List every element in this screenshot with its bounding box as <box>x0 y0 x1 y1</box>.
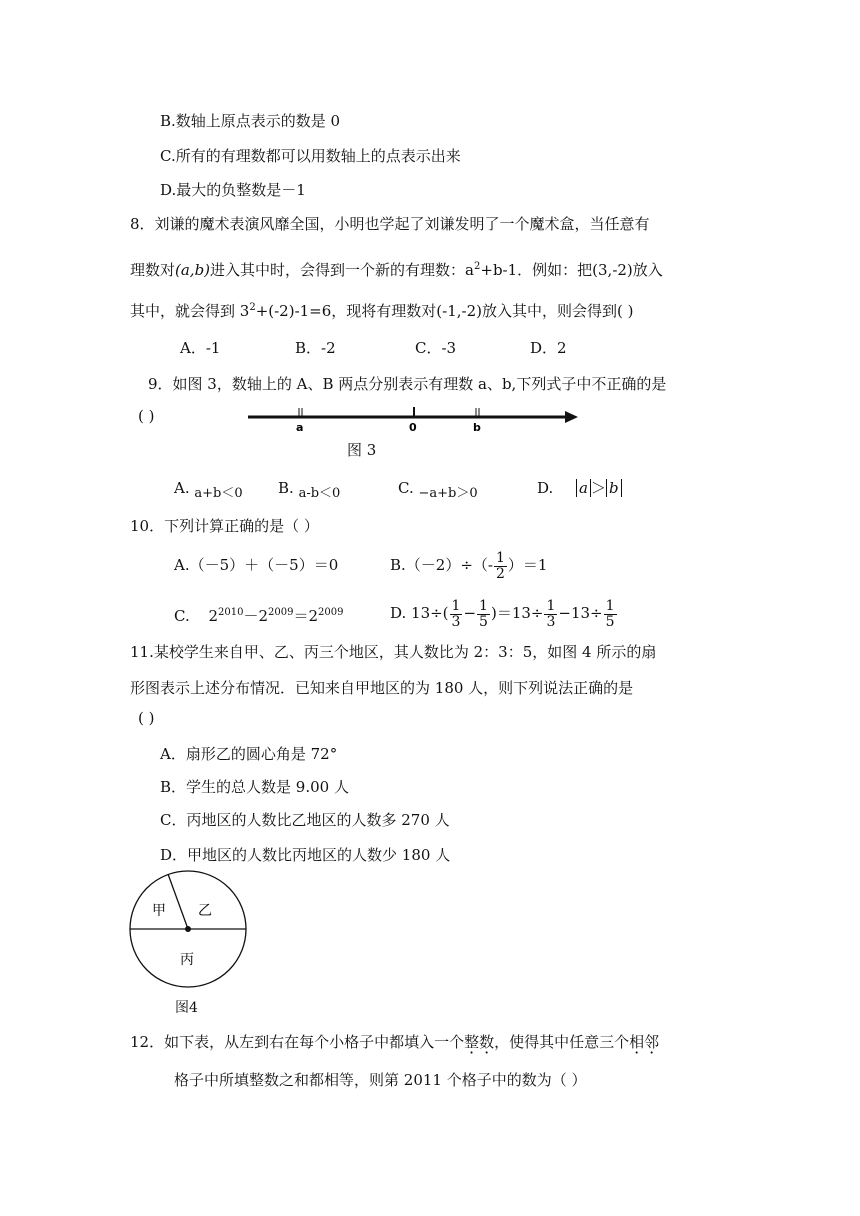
fraction <box>494 551 507 582</box>
option-text: −13÷ <box>558 604 603 622</box>
fraction <box>477 599 490 630</box>
emphasis-char: 数 <box>479 1033 495 1051</box>
option-letter: A. <box>174 479 190 497</box>
gt-sign: ＞ <box>591 479 607 497</box>
q9-line-1: 9．如图 3，数轴上的 A、B 两点分别表示有理数 a、b,下列式子中不正确的是 <box>148 375 667 393</box>
power-base: －2 <box>243 607 269 625</box>
q8-exponent: 2 <box>249 302 256 313</box>
q12-text: ，使得其中任意三个 <box>494 1033 630 1051</box>
power-exponent: 2009 <box>318 607 344 618</box>
q11-option-b: B．学生的总人数是 9.00 人 <box>160 778 349 796</box>
option-expression: a-b＜0 <box>298 486 341 501</box>
power-exponent: 2009 <box>268 607 294 618</box>
option-text: B.（－2）÷（- <box>390 556 493 574</box>
q9-option-b <box>278 478 340 500</box>
q8-text: 进入其中时，会得到一个新的有理数：a <box>210 261 474 279</box>
q12-line-1 <box>130 1032 659 1052</box>
number-line-figure <box>240 400 585 436</box>
q11-option-d: D．甲地区的人数比丙地区的人数少 180 人 <box>160 846 451 864</box>
fraction-denominator: 5 <box>605 613 615 630</box>
abs-a: a <box>576 479 591 497</box>
option-text: )＝13÷ <box>490 604 544 622</box>
emphasis-char: 邻 <box>644 1033 660 1051</box>
q10-option-a: A.（－5）＋（－5）＝0 <box>174 556 339 574</box>
pie-center-dot <box>185 926 191 932</box>
fraction <box>450 599 463 630</box>
q11-option-a: A．扇形乙的圆心角是 72° <box>160 745 338 763</box>
fraction-numerator: 1 <box>451 597 461 614</box>
q11-blank: ( ) <box>138 709 155 727</box>
q10-option-d <box>390 594 618 632</box>
q8-text: +(-2)-1=6，现将有理数对(-1,-2)放入其中，则会得到( ) <box>255 302 634 320</box>
q11-line-2: 形图表示上述分布情况．已知来自甲地区的为 180 人，则下列说法正确的是 <box>130 679 634 697</box>
q7-option-d: D.最大的负整数是－1 <box>160 181 306 199</box>
q8-pair: (a,b) <box>175 261 211 279</box>
fraction <box>544 599 557 630</box>
fraction-denominator: 2 <box>495 565 505 582</box>
option-text: ）＝1 <box>507 556 548 574</box>
axis-label-a: a <box>296 421 304 434</box>
option-letter: D. <box>537 479 554 497</box>
emphasis-char: 整 <box>464 1033 480 1051</box>
q7-option-b: B.数轴上原点表示的数是 0 <box>160 112 341 130</box>
q8-line-2 <box>130 257 663 280</box>
pie-label-bing: 丙 <box>180 952 194 968</box>
q11-option-c: C．丙地区的人数比乙地区的人数多 270 人 <box>160 811 450 829</box>
pie-divider-radius <box>168 874 188 929</box>
q8-line-1: 8．刘谦的魔术表演风靡全国，小明也学起了刘谦发明了一个魔术盒，当任意有 <box>130 215 650 233</box>
fraction-numerator: 1 <box>546 597 556 614</box>
number-line-arrow <box>565 411 578 423</box>
fraction <box>604 599 617 630</box>
q9-option-a <box>174 478 243 500</box>
q8-option-d: D．2 <box>530 339 567 357</box>
option-expression: −a+b＞0 <box>418 486 478 501</box>
power-base: 2 <box>208 607 219 625</box>
abs-b: b <box>606 479 622 497</box>
figure-4-caption: 图4 <box>175 1000 198 1016</box>
q10-option-b <box>390 548 547 582</box>
axis-label-zero: 0 <box>409 421 417 434</box>
fraction-denominator: 3 <box>546 613 556 630</box>
figure-3-caption: 图 3 <box>347 441 377 459</box>
q9-option-d <box>537 478 622 498</box>
option-expression: a+b＜0 <box>194 486 243 501</box>
option-letter: B. <box>278 479 294 497</box>
minus-sign: − <box>463 604 477 622</box>
q8-option-c: C．-3 <box>415 339 457 357</box>
q8-text: 其中，就会得到 3 <box>130 302 250 320</box>
option-letter: C. <box>174 607 190 625</box>
fraction-denominator: 3 <box>451 613 461 630</box>
fraction-denominator: 5 <box>479 613 488 630</box>
power-base: ＝2 <box>293 607 319 625</box>
q8-option-b: B．-2 <box>295 339 336 357</box>
q7-option-c: C.所有的有理数都可以用数轴上的点表示出来 <box>160 147 461 165</box>
q9-blank: ( ) <box>138 407 155 425</box>
pie-label-yi: 乙 <box>198 903 212 919</box>
fraction-numerator: 1 <box>605 597 615 614</box>
axis-label-b: b <box>473 421 481 434</box>
emphasis-char: 相 <box>629 1033 645 1051</box>
pie-label-jia: 甲 <box>152 903 166 919</box>
power-exponent: 2010 <box>218 607 244 618</box>
fraction-numerator: 1 <box>495 549 505 566</box>
q11-line-1: 11.某校学生来自甲、乙、丙三个地区，其人数比为 2：3：5，如图 4 所示的扇 <box>130 643 657 661</box>
q10-option-c <box>174 603 344 626</box>
option-text: D. 13÷( <box>390 604 449 622</box>
q8-line-3 <box>130 298 633 321</box>
pie-figure <box>126 866 252 992</box>
option-letter: C. <box>398 479 414 497</box>
q8-exponent: 2 <box>474 261 481 272</box>
q12-line-2: 格子中所填整数之和都相等，则第 2011 个格子中的数为（ ） <box>174 1071 587 1089</box>
q8-text: +b-1．例如：把(3,-2)放入 <box>480 261 663 279</box>
q12-text: 12．如下表，从左到右在每个小格子中都填入一个 <box>130 1033 465 1051</box>
fraction-numerator: 1 <box>479 597 488 614</box>
q9-option-c <box>398 478 478 500</box>
q8-option-a: A．-1 <box>180 339 221 357</box>
q8-text: 理数对 <box>130 261 176 279</box>
q10-title: 10．下列计算正确的是（ ） <box>130 517 319 535</box>
